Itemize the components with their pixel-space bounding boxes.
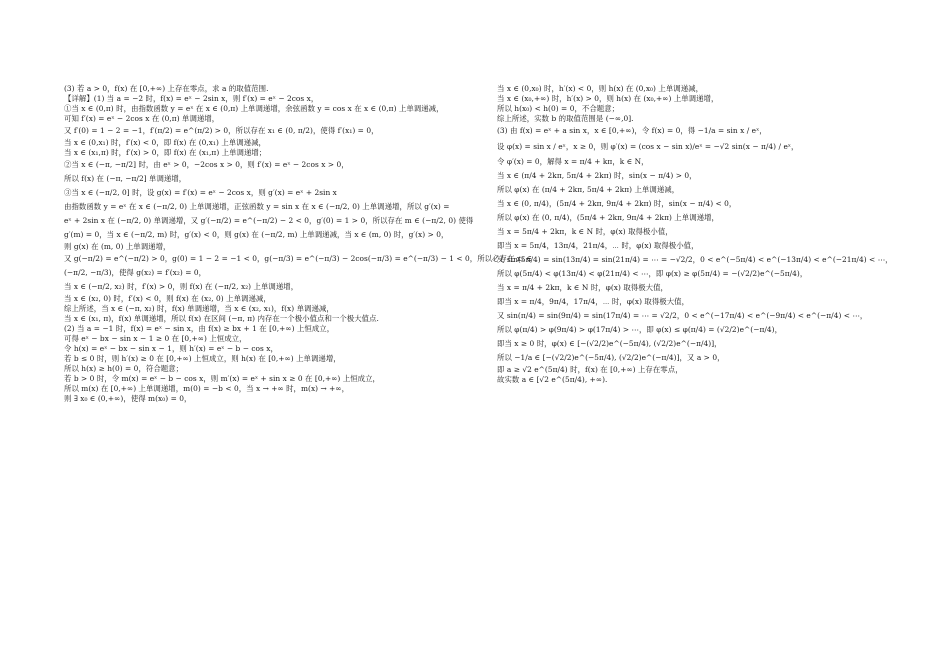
text-line: 即当 x = 5π/4，13π/4，21π/4，⋯ 时，φ(x) 取得极小值， — [497, 241, 699, 250]
left-column — [64, 84, 532, 404]
text-line: 所以 f(x) 在 (−π, −π/2] 单调递增， — [64, 174, 187, 183]
text-line: 若 b > 0 时，令 m(x) = eˣ − b − cos x，则 m′(x) = eˣ + sin x ≥ 0 在 [0,+∞) 上恒成立， — [64, 374, 380, 383]
text-line: 即当 x = π/4，9π/4，17π/4，⋯ 时，φ(x) 取得极大值， — [497, 297, 690, 306]
text-line: 综上所述，当 x ∈ (−π, x₂) 时，f(x) 单调递增，当 x ∈ (x₂, x₁)，f(x) 单调递减， — [64, 304, 334, 313]
text-line: (−π/2, −π/3)，使得 g(x₂) = f′(x₂) = 0， — [64, 268, 207, 277]
text-line: 当 x = π/4 + 2kπ，k ∈ N 时，φ(x) 取得极大值， — [497, 283, 668, 292]
text-line: 所以 φ(x) 在 (0, π/4)，(5π/4 + 2kπ, 9π/4 + 2kπ) 上单调递增， — [497, 213, 719, 222]
text-line: 所以 h(x) ≥ h(0) = 0，符合题意； — [64, 364, 184, 373]
text-line: 则 ∃ x₀ ∈ (0,+∞)，使得 m(x₀) = 0， — [64, 394, 192, 403]
text-line: 当 x ∈ (π/4 + 2kπ, 5π/4 + 2kπ) 时，sin(x − π/4) > 0， — [497, 171, 697, 180]
text-line: ③当 x ∈ (−π/2, 0] 时，设 g(x) = f′(x) = eˣ − 2cos x，则 g′(x) = eˣ + 2sin x — [64, 188, 337, 197]
text-line: 当 x ∈ (x₁, π)，f(x) 单调递增，所以 f(x) 在区间 (−π, π) 内存在一个极小值点和一个极大值点. — [64, 314, 379, 323]
text-line: 所以 φ(π/4) > φ(9π/4) > φ(17π/4) > ⋯，即 φ(x) ≤ φ(π/4) = (√2/2)e^(−π/4)， — [497, 325, 783, 334]
text-line: 当 x ∈ (x₂, 0) 时，f′(x) < 0，则 f(x) 在 (x₂, 0) 上单调递减， — [64, 294, 271, 303]
text-line: 所以 h(x₀) < h(0) = 0，不合题意； — [497, 104, 620, 113]
text-line: ②当 x ∈ (−π, −π/2] 时，由 eˣ > 0，−2cos x > 0，则 f′(x) = eˣ − 2cos x > 0， — [64, 160, 349, 169]
text-line: 设 φ(x) = sin x / eˣ，x ≥ 0，则 φ′(x) = (cos x − sin x)/eˣ = −√2 sin(x − π/4) / eˣ， — [497, 142, 799, 151]
text-line: 又 sin(5π/4) = sin(13π/4) = sin(21π/4) = ⋯ = −√2/2，0 < e^(−5π/4) < e^(−13π/4) < e^(−21π/4) < ⋯， — [497, 255, 893, 264]
text-line: ①当 x ∈ (0,π) 时，由指数函数 y = eˣ 在 x ∈ (0,π) 上单调递增，余弦函数 y = cos x 在 x ∈ (0,π) 上单调递减， — [64, 104, 444, 113]
text-line: 当 x ∈ (0,x₁) 时，f′(x) < 0，即 f(x) 在 (0,x₁) 上单调递减， — [64, 138, 266, 147]
text-line: (2) 当 a = −1 时，f(x) = eˣ − sin x，由 f(x) ≥ bx + 1 在 [0,+∞) 上恒成立， — [64, 324, 335, 333]
text-line: 当 x ∈ (x₀,+∞) 时，h′(x) > 0，则 h(x) 在 (x₀,+∞) 上单调递增， — [497, 94, 719, 103]
text-line: g′(m) = 0，当 x ∈ (−π/2, m) 时，g′(x) < 0，则 g(x) 在 (−π/2, m) 上单调递减，当 x ∈ (m, 0) 时，g′(x) > 0， — [64, 230, 449, 239]
text-line: 令 h(x) = eˣ − bx − sin x − 1，则 h′(x) = eˣ − b − cos x， — [64, 344, 278, 353]
text-line: 【详解】(1) 当 a = −2 时，f(x) = eˣ − 2sin x，则 f′(x) = eˣ − 2cos x， — [64, 94, 319, 103]
text-line: 当 x = 5π/4 + 2kπ，k ∈ N 时，φ(x) 取得极小值， — [497, 227, 673, 236]
text-line: 所以 φ(5π/4) < φ(13π/4) < φ(21π/4) < ⋯，即 φ(x) ≥ φ(5π/4) = −(√2/2)e^(−5π/4)， — [497, 269, 808, 278]
text-line: 即当 x ≥ 0 时，φ(x) ∈ [−(√2/2)e^(−5π/4), (√2/2)e^(−π/4)]， — [497, 339, 722, 348]
text-line: 当 x ∈ (−π/2, x₂) 时，f′(x) > 0，则 f(x) 在 (−π/2, x₂) 上单调递增， — [64, 282, 299, 291]
text-line: 若 b ≤ 0 时，则 h′(x) ≥ 0 在 [0,+∞) 上恒成立，则 h(x) 在 [0,+∞) 上单调递增， — [64, 354, 341, 363]
text-line: 又 g(−π/2) = e^(−π/2) > 0，g(0) = 1 − 2 = −1 < 0，g(−π/3) = e^(−π/3) − 2cos(−π/3) = e^(−π/3) − 1 < 0，所以必存在 x₂ ∈ — [64, 254, 532, 263]
text-line: 综上所述，实数 b 的取值范围是 (−∞,0]. — [497, 114, 634, 123]
text-line: 当 x ∈ (x₁,π) 时，f′(x) > 0，即 f(x) 在 (x₁,π) 上单调递增； — [64, 148, 267, 157]
text-line: (3) 由 f(x) = eˣ + a sin x，x ∈ [0,+∞)，令 f(x) = 0，得 −1/a = sin x / eˣ， — [497, 126, 767, 135]
text-line: 由指数函数 y = eˣ 在 x ∈ (−π/2, 0) 上单调递增，正弦函数 y = sin x 在 x ∈ (−π/2, 0) 上单调递增，所以 g′(x) = — [64, 202, 450, 211]
text-line: 可知 f′(x) = eˣ − 2cos x 在 (0,π) 单调递增， — [64, 114, 220, 123]
text-line: 令 φ′(x) = 0，解得 x = π/4 + kπ，k ∈ N， — [497, 157, 649, 166]
text-line: 当 x ∈ (0,x₀) 时，h′(x) < 0，则 h(x) 在 (0,x₀) 上单调递减， — [497, 84, 704, 93]
text-line: 所以 −1/a ∈ [−(√2/2)e^(−5π/4), (√2/2)e^(−π/4)]，又 a > 0， — [497, 353, 725, 362]
text-line: 即 a ≥ √2 e^(5π/4) 时，f(x) 在 [0,+∞) 上存在零点， — [497, 365, 683, 374]
right-column — [497, 84, 897, 385]
text-line: 可得 eˣ − bx − sin x − 1 ≥ 0 在 [0,+∞) 上恒成立， — [64, 334, 247, 343]
text-line: 所以 φ(x) 在 (π/4 + 2kπ, 5π/4 + 2kπ) 上单调递减， — [497, 185, 680, 194]
text-line: (3) 若 a > 0，f(x) 在 [0,+∞) 上存在零点，求 a 的取值范围. — [64, 84, 269, 93]
text-line: 当 x ∈ (0, π/4)，(5π/4 + 2kπ, 9π/4 + 2kπ) 时，sin(x − π/4) < 0， — [497, 199, 737, 208]
text-line: 又 f′(0) = 1 − 2 = −1，f′(π/2) = e^(π/2) > 0，所以存在 x₁ ∈ (0, π/2)，使得 f′(x₁) = 0， — [64, 126, 379, 135]
text-line: 又 sin(π/4) = sin(9π/4) = sin(17π/4) = ⋯ = √2/2，0 < e^(−17π/4) < e^(−9π/4) < e^(−π/4) < ⋯， — [497, 311, 868, 320]
text-line: 故实数 a ∈ [√2 e^(5π/4), +∞). — [497, 375, 608, 384]
text-line: 则 g(x) 在 (m, 0) 上单调递增， — [64, 242, 171, 251]
text-line: eˣ + 2sin x 在 (−π/2, 0) 单调递增，又 g′(−π/2) = e^(−π/2) − 2 < 0，g′(0) = 1 > 0，所以存在 m ∈ (−π/2, 0) 使得 — [64, 216, 474, 225]
text-line: 所以 m(x) 在 [0,+∞) 上单调递增，m(0) = −b < 0，当 x → +∞ 时，m(x) → +∞， — [64, 384, 350, 393]
